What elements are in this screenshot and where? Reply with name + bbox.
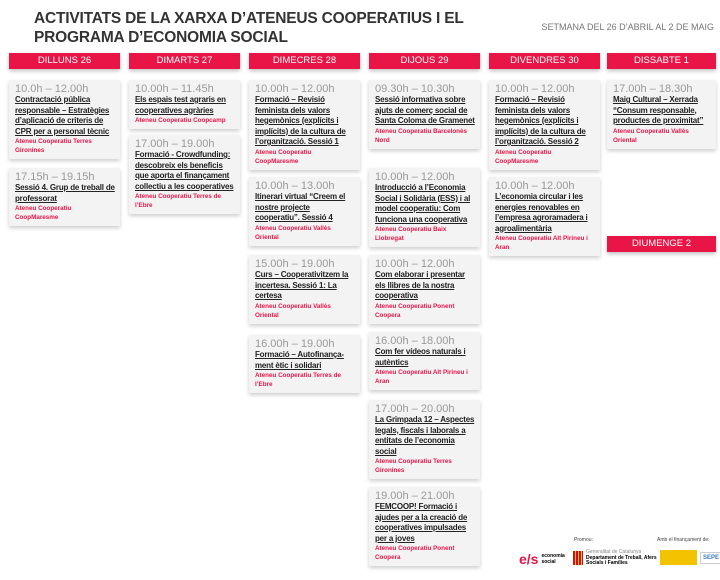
event-organizer: Ateneu Cooperatiu Terres Gironines [375, 458, 452, 474]
event-time: 10.00h – 12.00h [495, 180, 575, 192]
event-organizer: Ateneu Cooperatiu CoopMaresme [15, 205, 72, 221]
day-header: DIMARTS 27 [129, 53, 240, 69]
event-title-link[interactable]: La Grimpada 12 – Aspectes legals, fiscals i laborals a entitats de l’economia social [375, 415, 475, 456]
day-header: DILLUNS 26 [9, 53, 120, 69]
event-title-link[interactable]: Com fer vídeos naturals i autèntics [375, 347, 466, 367]
event-time: 17.00h – 20.00h [375, 403, 455, 415]
event-title-link[interactable]: L’economia circular i les energies renovables en l’empresa agroramadera i agroalimentària [495, 192, 588, 233]
gencat-name: Generalitat de Catalunya [586, 549, 642, 555]
event-title-link[interactable]: FEMCOOP! Formació i ajudes per a la creació de cooperatives impulsades per a joves [375, 502, 468, 543]
event-time: 19.00h – 21.00h [375, 490, 455, 502]
event-card[interactable] [369, 255, 480, 324]
event-organizer: Ateneu Cooperatiu Terres Gironines [15, 138, 92, 154]
event-title-link[interactable]: Itinerari virtual “Creem el nostre projecte cooperatiu”. Sessió 4 [255, 192, 346, 222]
event-card[interactable] [369, 168, 480, 247]
event-organizer: Ateneu Cooperatiu Alt Pirineu i Aran [495, 235, 588, 251]
day-header: DIUMENGE 2 [607, 236, 716, 252]
event-title-link[interactable]: Com elaborar i presentar els llibres de la nostra cooperativa [375, 270, 465, 300]
finance-label: Amb el finançament de: [657, 537, 710, 543]
event-organizer: Ateneu Cooperatiu Vallès Oriental [255, 302, 331, 319]
event-time: 10.00h – 12.00h [255, 83, 335, 95]
event-organizer: Ateneu Cooperatiu Ponent Coopera [375, 545, 455, 561]
event-time: 10.00h – 13.00h [255, 180, 335, 192]
event-organizer: Ateneu Cooperatiu Terres de l’Ebre [255, 372, 341, 388]
event-card[interactable] [129, 80, 240, 129]
event-title-link[interactable]: Introducció a l’Economia Social i Solidària (ESS) i al model cooperatiu: Com funciona una cooperativa [375, 183, 471, 224]
sepe-logo: SEPE [700, 552, 720, 564]
event-title-link[interactable]: Formació – Autofinança-ment ètic i solidari [255, 350, 344, 370]
event-time: 17.00h – 19.00h [135, 138, 215, 150]
event-card[interactable] [369, 400, 480, 479]
event-time: 10.00h – 12.00h [375, 171, 455, 183]
event-card[interactable] [9, 168, 120, 226]
event-card[interactable] [489, 177, 600, 256]
event-card[interactable] [369, 487, 480, 566]
event-time: 16.00h – 19.00h [255, 338, 335, 350]
event-organizer: Ateneu Cooperatiu Terres de l’Ebre [135, 193, 221, 209]
event-time: 10.00h – 12.00h [375, 258, 455, 270]
event-organizer: Ateneu Cooperatiu CoopMaresme [255, 148, 312, 165]
event-card[interactable] [489, 80, 600, 170]
es-logo-text: economia social [541, 553, 565, 565]
promou-label: Promou: [574, 537, 593, 543]
senyera-icon [573, 551, 583, 565]
event-title-link[interactable]: Sessió 4. Grup de treball de professorat [15, 183, 115, 203]
event-title-link[interactable]: Formació - Crowdfunding: descobreix els beneficis que aporta el finançament collectiu a les cooperatives [135, 150, 234, 191]
day-header: DIVENDRES 30 [489, 53, 600, 69]
es-logo-mark: e/s [519, 551, 539, 567]
event-card[interactable] [607, 80, 716, 149]
event-card[interactable] [369, 80, 480, 149]
event-title-link[interactable]: Els espais test agraris en cooperatives agràries [135, 95, 226, 115]
event-card[interactable] [9, 80, 120, 159]
event-title-link[interactable]: Formació – Revisió feminista dels valors hegemònics (explícits i implícits) de la cultura de l’organització. Sessió 1 [255, 95, 346, 146]
day-header: DISSABTE 1 [607, 53, 716, 69]
event-card[interactable] [249, 255, 360, 324]
event-title-link[interactable]: Curs – Cooperativitzem la incertesa. Sessió 1: La certesa [255, 270, 349, 300]
page-title: ACTIVITATS DE LA XARXA D’ATENEUS COOPERATIUS I EL PROGRAMA D’ECONOMIA SOCIAL [34, 10, 464, 46]
economia-social-logo [519, 551, 569, 567]
event-title-link[interactable]: Maig Cultural – Xerrada “Consum responsable, productes de proximitat” [613, 95, 704, 125]
spain-ministry-icon [660, 550, 697, 565]
gencat-department: Departament de Treball, Afers Socials i Famílies [586, 554, 657, 566]
event-organizer: Ateneu Cooperatiu Vallès Oriental [255, 224, 331, 241]
event-time: 15.00h – 19.00h [255, 258, 335, 270]
event-time: 10.00h – 12.00h [495, 83, 575, 95]
event-card[interactable] [249, 335, 360, 393]
event-organizer: Ateneu Cooperatiu CoopMaresme [495, 148, 552, 165]
event-time: 16.00h – 18.00h [375, 335, 455, 347]
event-organizer: Ateneu Cooperatiu Vallès Oriental [613, 127, 689, 144]
event-card[interactable] [249, 177, 360, 246]
event-card[interactable] [369, 332, 480, 390]
week-range: SETMANA DEL 26 D’ABRIL AL 2 DE MAIG [541, 22, 714, 32]
gencat-logo [573, 550, 661, 567]
event-organizer: Ateneu Cooperatiu Coopcamp [135, 117, 226, 124]
event-time: 09.30h – 10.30h [375, 83, 455, 95]
event-time: 10.00h – 11.45h [135, 83, 214, 95]
event-organizer: Ateneu Cooperatiu Alt Pirineu i Aran [375, 369, 468, 385]
event-time: 17.00h – 18.30h [613, 83, 693, 95]
event-organizer: Ateneu Cooperatiu Baix Llobregat [375, 226, 447, 242]
event-title-link[interactable]: Sessió informativa sobre ajuts de comerç social de Santa Coloma de Gramenet [375, 95, 475, 125]
event-organizer: Ateneu Cooperatiu Barcelonès Nord [375, 127, 468, 144]
day-header: DIMECRES 28 [249, 53, 360, 69]
event-title-link[interactable]: Contractació pública responsable – Estratègies d’aplicació de criteris de CPR per a personal tècnic [15, 95, 110, 136]
event-card[interactable] [249, 80, 360, 170]
event-time: 10.0h – 12.00h [15, 83, 89, 95]
ministry-logo [660, 550, 720, 565]
event-title-link[interactable]: Formació – Revisió feminista dels valors hegemònics (explícits i implícits) de la cultura de l’organització. Sessió 2 [495, 95, 586, 146]
event-organizer: Ateneu Cooperatiu Ponent Coopera [375, 302, 455, 319]
event-time: 17.15h – 19.15h [15, 171, 95, 183]
day-header: DIJOUS 29 [369, 53, 480, 69]
event-card[interactable] [129, 135, 240, 214]
